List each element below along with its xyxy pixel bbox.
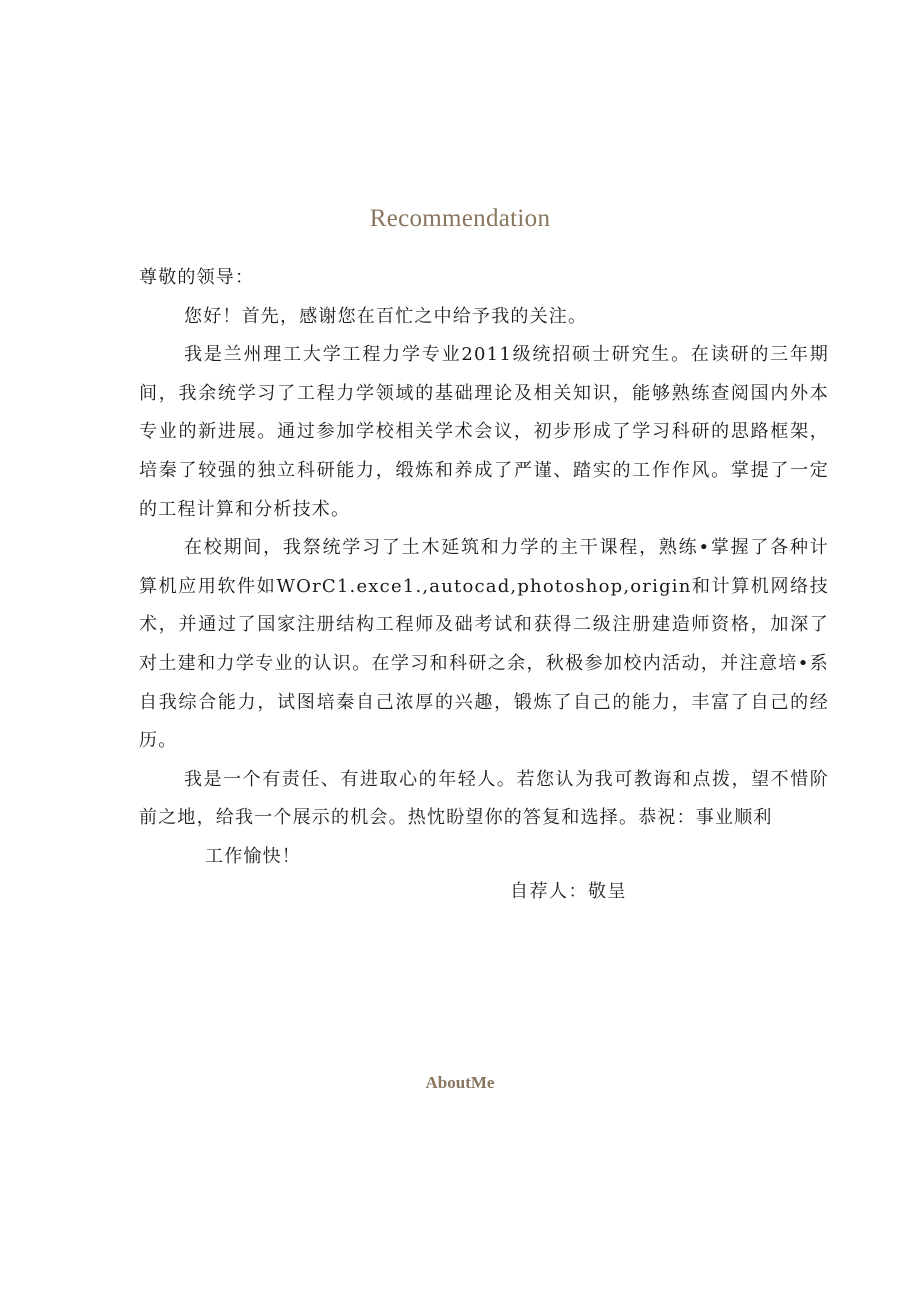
footer-heading: AboutMe: [425, 1073, 495, 1092]
paragraph-request: 我是一个有责任、有进取心的年轻人。若您认为我可教诲和点拨，望不惜阶前之地，给我一个展示的机会。热忱盼望你的答复和选择。恭祝：事业顺利: [139, 768, 829, 829]
page-title: Recommendation: [369, 205, 551, 232]
paragraph-campus: 在校期间，我祭统学习了土木延筑和力学的主干课程，熟练•掌握了各种计算机应用软件如WOrC1.exce1.,autocad,photoshop,origin和计算机网络技术，并通过了国家注册结构工程师及础考试和获得二级注册建造师资格，加深了对土建和力学专业的认识。在学习和科研之余，秋极参加校内活动，并注意培•系自我综合能力，试图培秦自己浓厚的兴趣，锻炼了自己的能力，丰富了自己的经历。: [139, 537, 829, 752]
letter-body: [139, 259, 829, 877]
paragraph-greeting: 您好！首先，感谢您在百忙之中给予我的关注。: [184, 305, 588, 327]
paragraph-study: 我是兰州理工大学工程力学专业2011级统招硕士研究生。在读研的三年期间，我余统学习了工程力学领域的基础理论及相关知识，能够熟练查阅国内外本专业的新进展。通过参加学校相关学术会议，初步形成了学习科研的思路框架，培秦了较强的独立科研能力，缎炼和养成了严谨、踏实的工作作风。掌提了一定的工程计算和分析技术。: [139, 344, 829, 520]
closing-line: 工作愉快！: [205, 845, 301, 867]
signature: 自荐人：敬呈: [510, 881, 627, 902]
salutation: 尊敬的领导：: [139, 267, 255, 288]
